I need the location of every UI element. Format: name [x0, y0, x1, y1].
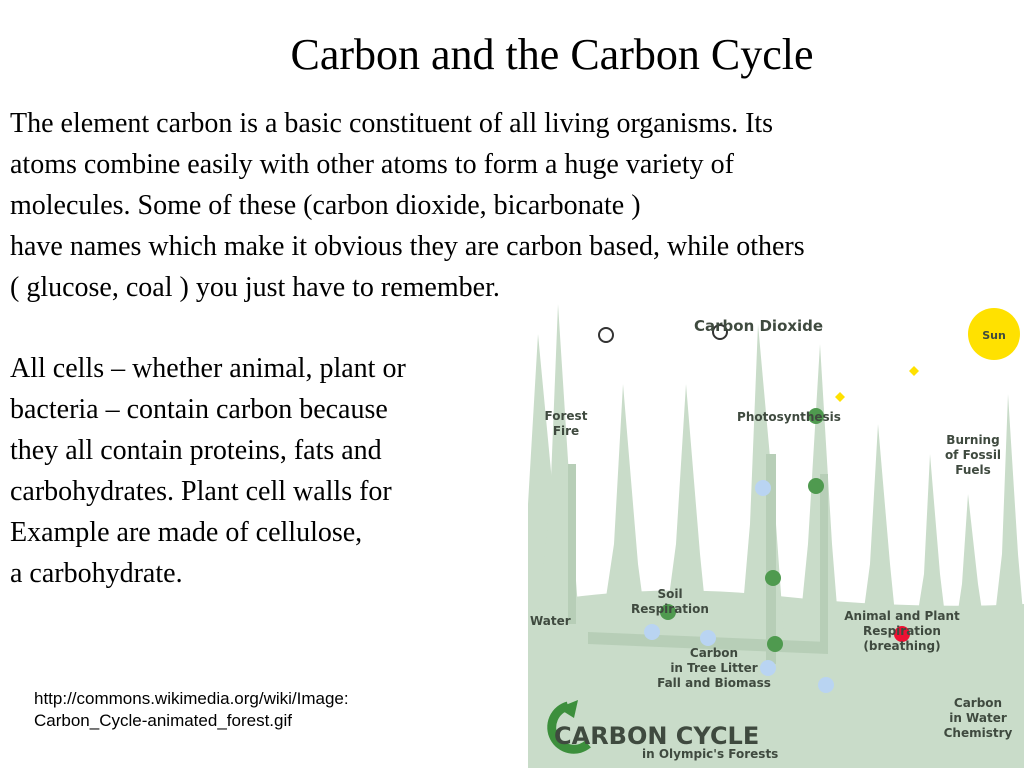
tree [602, 384, 646, 624]
tree [956, 494, 984, 624]
intro-line: have names which make it obvious they are carbon based, while others [10, 231, 805, 262]
intro-line: molecules. Some of these (carbon dioxide, bicarbonate ) [10, 190, 641, 221]
carbon-dot-green [767, 636, 783, 652]
cells-line: they all contain proteins, fats and [10, 435, 382, 466]
water-chemistry-label: Chemistry [943, 726, 1013, 740]
cells-line: bacteria – contain carbon because [10, 394, 388, 425]
cells-line: carbohydrates. Plant cell walls for [10, 476, 392, 507]
logo-subtitle: in Olympic's Forests [642, 747, 779, 761]
carbon-dot-blue [644, 624, 660, 640]
slide-title: Carbon and the Carbon Cycle [290, 30, 814, 79]
sunlight-sparkle-icon [909, 366, 919, 376]
carbon-dot-blue [700, 630, 716, 646]
animal-plant-respiration-label: Respiration [863, 624, 941, 638]
intro-line: ( glucose, coal ) you just have to remember. [10, 272, 500, 303]
tree [798, 344, 840, 644]
tree-litter-label: in Tree Litter [670, 661, 758, 675]
soil-respiration-label: Respiration [631, 602, 709, 616]
trunk [820, 474, 828, 644]
sun-label: Sun [982, 329, 1006, 342]
tree [994, 394, 1024, 624]
carbon-dot-blue [755, 480, 771, 496]
carbon-cycle-diagram [528, 304, 1024, 768]
tree-litter-label: Fall and Biomass [657, 676, 771, 690]
fossil-fuels-label: Burning [946, 433, 1000, 447]
source-link[interactable] [34, 688, 349, 732]
co2-molecule-icon [599, 328, 613, 342]
carbon-dot-blue [760, 660, 776, 676]
sunlight-sparkle-icon [835, 392, 845, 402]
carbon-dot-green [765, 570, 781, 586]
cells-paragraph [10, 348, 520, 594]
carbon-dioxide-label: Carbon Dioxide [694, 317, 824, 335]
cells-line: a carbohydrate. [10, 558, 183, 589]
intro-line: The element carbon is a basic constituent of all living organisms. Its [10, 108, 774, 139]
soil-respiration-label: Soil [657, 587, 683, 601]
logo-title: CARBON CYCLE [554, 722, 760, 750]
forest-fire-label: Fire [552, 424, 580, 438]
fossil-fuels-label: of Fossil [944, 448, 1002, 462]
tree [862, 424, 896, 624]
water-chemistry-label: Carbon [953, 696, 1003, 710]
carbon-dot-blue [818, 677, 834, 693]
intro-paragraph [10, 103, 1010, 308]
animal-plant-respiration-label: (breathing) [863, 639, 941, 653]
water-label: Water [530, 614, 571, 628]
source-url-line: Carbon_Cycle-animated_forest.gif [34, 711, 292, 730]
source-url-line: http://commons.wikimedia.org/wiki/Image: [34, 689, 349, 708]
intro-line: atoms combine easily with other atoms to form a huge variety of [10, 149, 734, 180]
cells-line: All cells – whether animal, plant or [10, 353, 406, 384]
tree-litter-label: Carbon [689, 646, 739, 660]
water-chemistry-label: in Water [949, 711, 1007, 725]
forest-fire-label: Forest [544, 409, 588, 423]
carbon-dot-green [808, 478, 824, 494]
tree [916, 454, 946, 624]
trunk [568, 464, 576, 624]
photosynthesis-label: Photosynthesis [737, 410, 841, 424]
fossil-fuels-label: Fuels [955, 463, 991, 477]
cells-line: Example are made of cellulose, [10, 517, 363, 548]
carbon-cycle-illustration [528, 304, 1024, 768]
animal-plant-respiration-label: Animal and Plant [844, 609, 960, 623]
